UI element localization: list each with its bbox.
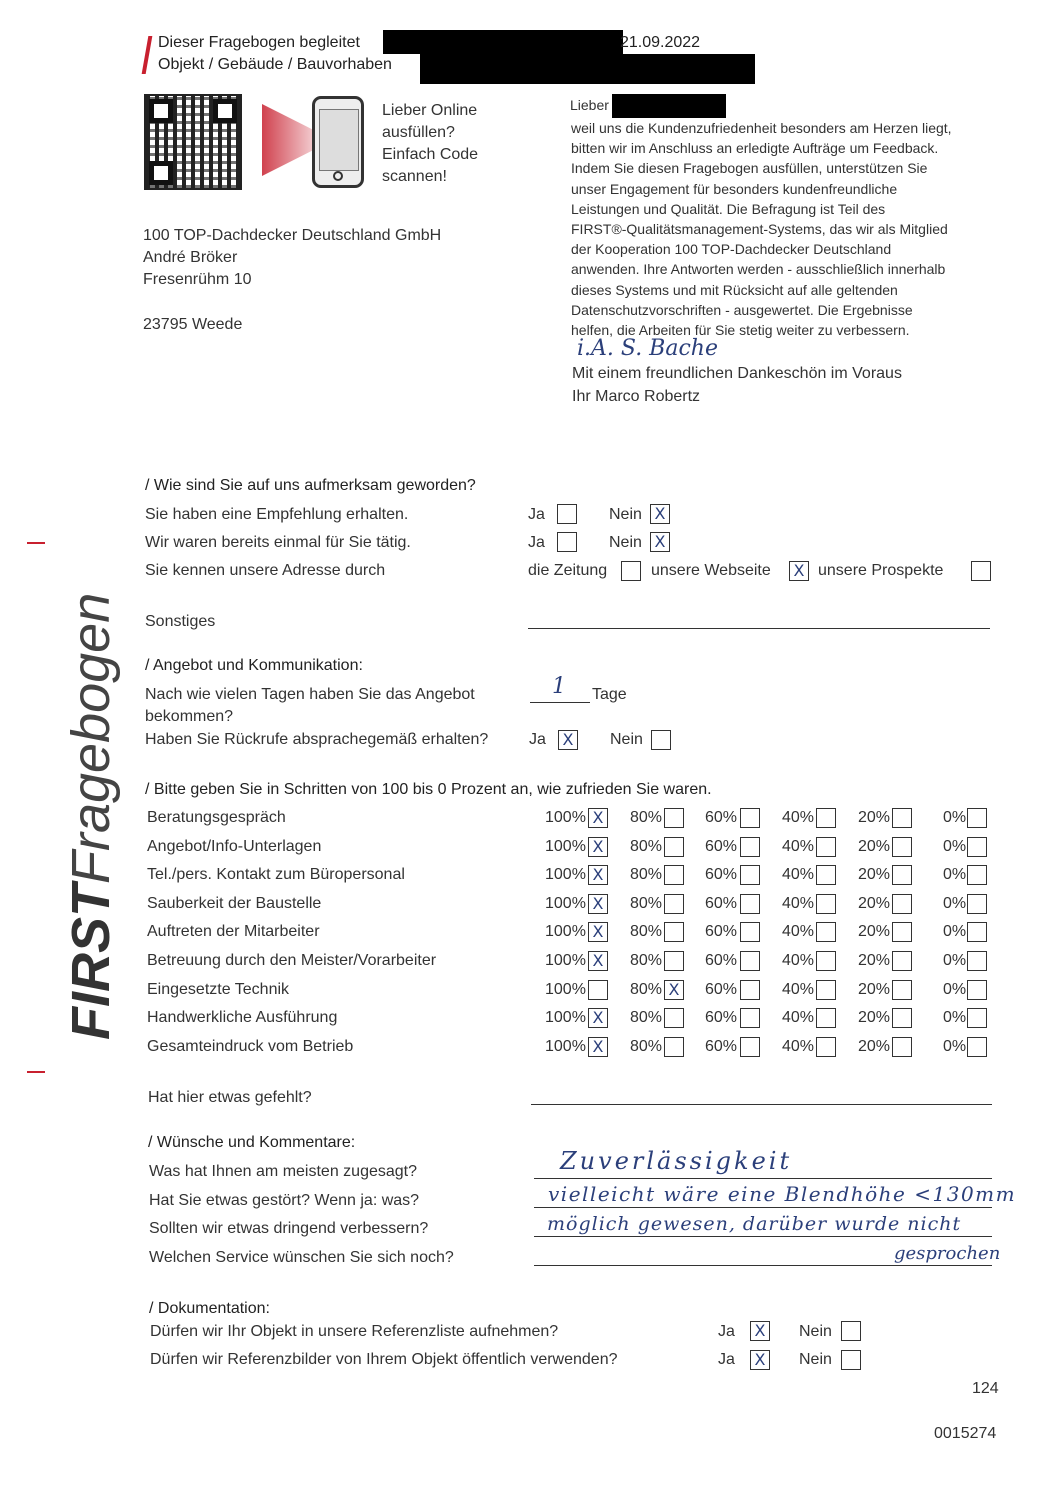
rating-scale-label: 0% (943, 809, 967, 826)
letter-salutation: Lieber (570, 97, 609, 113)
rating-scale-label: 80% (630, 838, 663, 855)
rating-checkbox[interactable] (588, 980, 608, 1000)
rating-scale-label: 20% (858, 838, 891, 855)
rating-checkbox[interactable] (588, 865, 608, 885)
rating-scale-label: 40% (782, 809, 815, 826)
section1-q2-nein-checkbox[interactable] (650, 532, 670, 552)
rating-checkbox[interactable] (816, 922, 836, 942)
rating-scale-label: 0% (943, 981, 967, 998)
section5-q1-nein-label: Nein (799, 1323, 832, 1340)
rating-checkbox[interactable] (967, 922, 987, 942)
rating-scale-label: 80% (630, 1009, 663, 1026)
rating-scale-label: 40% (782, 895, 815, 912)
rating-scale-label: 60% (705, 809, 738, 826)
section1-q2-nein-label: Nein (609, 534, 642, 551)
rating-scale-label: 100% (545, 981, 586, 998)
rating-checkbox[interactable] (664, 865, 684, 885)
section2-q1-line[interactable] (530, 702, 590, 703)
address-city: 23795 Weede (143, 316, 243, 333)
section2-q1-unit: Tage (592, 686, 627, 703)
rating-row-label: Angebot/Info-Unterlagen (147, 838, 322, 855)
section3-title: / Bitte geben Sie in Schritten von 100 bis 0 Prozent an, wie zufrieden Sie waren. (145, 781, 712, 798)
rating-checkbox[interactable] (664, 980, 684, 1000)
rating-checkbox[interactable] (892, 980, 912, 1000)
side-red-mark-bottom (27, 1071, 45, 1073)
qr-code-icon (144, 94, 242, 190)
redaction-header-1 (383, 30, 623, 54)
section1-q2-ja-checkbox[interactable] (557, 532, 577, 552)
section4-q4: Welchen Service wünschen Sie sich noch? (149, 1249, 454, 1266)
rating-checkbox[interactable] (816, 980, 836, 1000)
rating-checkbox[interactable] (967, 1037, 987, 1057)
rating-checkbox[interactable] (664, 1037, 684, 1057)
rating-scale-label: 40% (782, 923, 815, 940)
section2-q2-nein-checkbox[interactable] (651, 730, 671, 750)
rating-scale-label: 20% (858, 809, 891, 826)
section4-q3: Sollten wir etwas dringend verbessern? (149, 1220, 429, 1237)
section1-sonstiges-line[interactable] (528, 628, 990, 629)
rating-scale-label: 20% (858, 866, 891, 883)
section1-opt-zeitung-checkbox[interactable] (621, 561, 641, 581)
rating-checkbox[interactable] (816, 808, 836, 828)
rating-scale-label: 60% (705, 838, 738, 855)
rating-checkbox[interactable] (588, 837, 608, 857)
rating-scale-label: 40% (782, 1009, 815, 1026)
rating-scale-label: 100% (545, 923, 586, 940)
rating-row-label: Beratungsgespräch (147, 809, 286, 826)
rating-scale-label: 60% (705, 923, 738, 940)
rating-checkbox[interactable] (740, 808, 760, 828)
rating-scale-label: 0% (943, 1009, 967, 1026)
section4-q1: Was hat Ihnen am meisten zugesagt? (149, 1163, 417, 1180)
section4-q2: Hat Sie etwas gestört? Wenn ja: was? (149, 1192, 420, 1209)
rating-checkbox[interactable] (588, 922, 608, 942)
section5-q2: Dürfen wir Referenzbilder von Ihrem Objekt öffentlich verwenden? (150, 1351, 618, 1368)
rating-checkbox[interactable] (740, 865, 760, 885)
qr-text-line3: Einfach Code (382, 146, 479, 163)
letter-line: Leistungen und Qualität. Die Befragung ist Teil des (571, 200, 886, 217)
section2-q2-nein-label: Nein (610, 731, 643, 748)
rating-checkbox[interactable] (740, 1008, 760, 1028)
redaction-header-2 (420, 54, 755, 84)
letter-line: bitten wir im Anschluss an erledigte Aufträge um Feedback. (571, 140, 939, 157)
rating-checkbox[interactable] (892, 808, 912, 828)
section1-opt-prospekte-checkbox[interactable] (971, 561, 991, 581)
section4-line4[interactable] (534, 1265, 992, 1266)
rating-scale-label: 40% (782, 866, 815, 883)
header-line1-label: Dieser Fragebogen begleitet (158, 34, 360, 51)
rating-checkbox[interactable] (967, 808, 987, 828)
section3-missing-q: Hat hier etwas gefehlt? (148, 1089, 312, 1106)
letter-line: anwenden. Ihre Antworten werden - ausschließlich innerhalb (571, 261, 946, 278)
rating-checkbox[interactable] (892, 865, 912, 885)
rating-checkbox[interactable] (892, 837, 912, 857)
rating-scale-label: 100% (545, 809, 586, 826)
section1-title: / Wie sind Sie auf uns aufmerksam geworden? (145, 477, 476, 494)
rating-scale-label: 60% (705, 981, 738, 998)
section5-q2-ja-checkbox[interactable] (750, 1350, 770, 1370)
rating-checkbox[interactable] (588, 808, 608, 828)
letter-closing1: Mit einem freundlichen Dankeschön im Voraus (572, 365, 902, 382)
section4-answer3: möglich gewesen, darüber wurde nicht (547, 1213, 962, 1235)
rating-checkbox[interactable] (740, 837, 760, 857)
letter-line: unser Engagement für besonders kundenfreundliche (571, 180, 898, 197)
section1-q2: Wir waren bereits einmal für Sie tätig. (145, 534, 411, 551)
rating-scale-label: 20% (858, 981, 891, 998)
section2-q2: Haben Sie Rückrufe absprachegemäß erhalten? (145, 731, 489, 748)
rating-checkbox[interactable] (892, 894, 912, 914)
rating-scale-label: 100% (545, 895, 586, 912)
qr-text-line4: scannen! (382, 168, 447, 185)
section2-q1-value: 1 (552, 674, 566, 699)
rating-checkbox[interactable] (816, 865, 836, 885)
rating-checkbox[interactable] (816, 1037, 836, 1057)
rating-checkbox[interactable] (664, 922, 684, 942)
section1-q3: Sie kennen unsere Adresse durch (145, 562, 386, 579)
letter-body (571, 118, 952, 340)
page-number: 124 (972, 1380, 999, 1397)
section1-q1-ja-checkbox[interactable] (557, 504, 577, 524)
header-line2-label: Objekt / Gebäude / Bauvorhaben (158, 56, 392, 73)
rating-scale-label: 40% (782, 952, 815, 969)
section4-answer4: gesprochen (894, 1243, 1001, 1264)
letter-closing2: Ihr Marco Robertz (572, 388, 701, 405)
rating-scale-label: 80% (630, 895, 663, 912)
section1-opt-webseite-label: unsere Webseite (651, 562, 771, 579)
rating-scale-label: 100% (545, 1009, 586, 1026)
address-company: 100 TOP-Dachdecker Deutschland GmbH (143, 227, 442, 244)
section4-line3[interactable] (534, 1236, 992, 1237)
side-title-fragebogen: Fragebogen (61, 592, 121, 884)
letter-line: weil uns die Kundenzufriedenheit besonders am Herzen liegt, (571, 120, 952, 136)
section4-line2[interactable] (534, 1207, 992, 1208)
section5-title: / Dokumentation: (149, 1300, 270, 1317)
rating-scale-label: 0% (943, 895, 967, 912)
doc-number: 0015274 (934, 1425, 997, 1442)
rating-scale-label: 80% (630, 923, 663, 940)
section1-opt-prospekte-label: unsere Prospekte (818, 562, 944, 579)
header-line1-date: 21.09.2022 (620, 34, 701, 51)
section4-answer2: vielleicht wäre eine Blendhöhe <130mm (548, 1182, 1017, 1206)
rating-checkbox[interactable] (740, 951, 760, 971)
letter-line: Indem Sie diesen Fragebogen ausfüllen, unterstützen Sie (571, 160, 928, 177)
rating-scale-label: 0% (943, 923, 967, 940)
section4-title: / Wünsche und Kommentare: (148, 1134, 356, 1151)
section1-q1-ja-label: Ja (528, 506, 545, 523)
section4-line1[interactable] (534, 1178, 992, 1179)
rating-scale-label: 80% (630, 952, 663, 969)
rating-checkbox[interactable] (816, 894, 836, 914)
letter-line: dieses Systems und mit Rücksicht auf alle geltenden (571, 281, 898, 298)
rating-checkbox[interactable] (588, 1037, 608, 1057)
section2-q2-ja-label: Ja (529, 731, 546, 748)
section1-sonstiges-label: Sonstiges (145, 613, 216, 630)
section1-q1-nein-label: Nein (609, 506, 642, 523)
letter-line: der Kooperation 100 TOP-Dachdecker Deutschland (571, 241, 892, 258)
rating-checkbox[interactable] (588, 1008, 608, 1028)
rating-checkbox[interactable] (664, 1008, 684, 1028)
address-street: Fresenrühm 10 (143, 271, 252, 288)
rating-checkbox[interactable] (967, 951, 987, 971)
rating-checkbox[interactable] (967, 894, 987, 914)
section2-title: / Angebot und Kommunikation: (145, 657, 363, 674)
rating-checkbox[interactable] (816, 1008, 836, 1028)
rating-checkbox[interactable] (664, 894, 684, 914)
section2-q1-line2: bekommen? (145, 708, 234, 725)
rating-scale-label: 60% (705, 1009, 738, 1026)
rating-checkbox[interactable] (892, 951, 912, 971)
rating-checkbox[interactable] (588, 951, 608, 971)
rating-checkbox[interactable] (664, 951, 684, 971)
rating-scale-label: 0% (943, 952, 967, 969)
rating-scale-label: 0% (943, 838, 967, 855)
rating-row-label: Betreuung durch den Meister/Vorarbeiter (147, 952, 437, 969)
rating-scale-label: 60% (705, 1038, 738, 1055)
rating-scale-label: 100% (545, 1038, 586, 1055)
header-accent-bar (142, 36, 153, 74)
rating-scale-label: 60% (705, 952, 738, 969)
rating-checkbox[interactable] (588, 894, 608, 914)
rating-checkbox[interactable] (967, 1008, 987, 1028)
rating-row-label: Handwerkliche Ausführung (147, 1009, 338, 1026)
rating-scale-label: 20% (858, 895, 891, 912)
rating-checkbox[interactable] (892, 1037, 912, 1057)
letter-line: Datenschutzvorschriften - ausgewertet. Die Ergebnisse (571, 301, 913, 318)
rating-scale-label: 40% (782, 981, 815, 998)
section5-q1: Dürfen wir Ihr Objekt in unsere Referenzliste aufnehmen? (150, 1323, 559, 1340)
section2-q1-line1: Nach wie vielen Tagen haben Sie das Angebot (145, 686, 475, 703)
rating-checkbox[interactable] (664, 837, 684, 857)
section1-q1: Sie haben eine Empfehlung erhalten. (145, 506, 409, 523)
section1-q2-ja-label: Ja (528, 534, 545, 551)
rating-scale-label: 20% (858, 1009, 891, 1026)
rating-scale-label: 0% (943, 866, 967, 883)
section5-q2-ja-label: Ja (718, 1351, 735, 1368)
rating-scale-label: 60% (705, 895, 738, 912)
rating-checkbox[interactable] (740, 894, 760, 914)
rating-scale-label: 60% (705, 866, 738, 883)
rating-scale-label: 20% (858, 1038, 891, 1055)
rating-scale-label: 20% (858, 923, 891, 940)
qr-text-line2: ausfüllen? (382, 124, 455, 141)
rating-scale-label: 80% (630, 981, 663, 998)
section5-q2-nein-checkbox[interactable] (841, 1350, 861, 1370)
side-title-first: FIRST (61, 884, 121, 1040)
rating-checkbox[interactable] (740, 1037, 760, 1057)
rating-row-label: Eingesetzte Technik (147, 981, 290, 998)
rating-checkbox[interactable] (740, 980, 760, 1000)
rating-checkbox[interactable] (892, 922, 912, 942)
section4-answer1: Zuverlässigkeit (560, 1147, 793, 1175)
rating-row-label: Sauberkeit der Baustelle (147, 895, 322, 912)
rating-scale-label: 100% (545, 838, 586, 855)
section5-q1-ja-label: Ja (718, 1323, 735, 1340)
section1-opt-webseite-checkbox[interactable] (789, 561, 809, 581)
section1-q1-nein-checkbox[interactable] (650, 504, 670, 524)
section2-q2-ja-checkbox[interactable] (558, 730, 578, 750)
rating-checkbox[interactable] (816, 837, 836, 857)
address-person: André Bröker (143, 249, 238, 266)
rating-scale-label: 80% (630, 866, 663, 883)
smartphone-icon (312, 96, 364, 188)
side-title (60, 593, 122, 1040)
rating-row-label: Gesamteindruck vom Betrieb (147, 1038, 354, 1055)
rating-checkbox[interactable] (967, 865, 987, 885)
scan-beam-icon (262, 104, 312, 176)
rating-checkbox[interactable] (664, 808, 684, 828)
section5-q2-nein-label: Nein (799, 1351, 832, 1368)
rating-checkbox[interactable] (816, 951, 836, 971)
rating-scale-label: 80% (630, 1038, 663, 1055)
rating-scale-label: 40% (782, 838, 815, 855)
rating-scale-label: 100% (545, 866, 586, 883)
rating-checkbox[interactable] (967, 837, 987, 857)
qr-text-line1: Lieber Online (382, 102, 478, 119)
rating-row-label: Auftreten der Mitarbeiter (147, 923, 320, 940)
rating-scale-label: 20% (858, 952, 891, 969)
redaction-salutation (612, 94, 726, 118)
letter-line: helfen, die Arbeiten für Sie stetig weiter zu verbessern. (571, 322, 910, 339)
rating-checkbox[interactable] (892, 1008, 912, 1028)
rating-row-label: Tel./pers. Kontakt zum Büropersonal (147, 866, 405, 883)
rating-checkbox[interactable] (740, 922, 760, 942)
rating-scale-label: 40% (782, 1038, 815, 1055)
section5-q1-nein-checkbox[interactable] (841, 1321, 861, 1341)
rating-scale-label: 0% (943, 1038, 967, 1055)
section3-missing-line[interactable] (531, 1104, 992, 1105)
rating-checkbox[interactable] (967, 980, 987, 1000)
section1-opt-zeitung-label: die Zeitung (528, 562, 608, 579)
letter-signature: i.A. S. Bache (577, 336, 718, 361)
section5-q1-ja-checkbox[interactable] (750, 1321, 770, 1341)
side-red-mark-top (27, 542, 45, 544)
rating-scale-label: 80% (630, 809, 663, 826)
rating-scale-label: 100% (545, 952, 586, 969)
letter-line: FIRST®-Qualitätsmanagement-Systems, das wir als Mitglied (571, 221, 948, 238)
